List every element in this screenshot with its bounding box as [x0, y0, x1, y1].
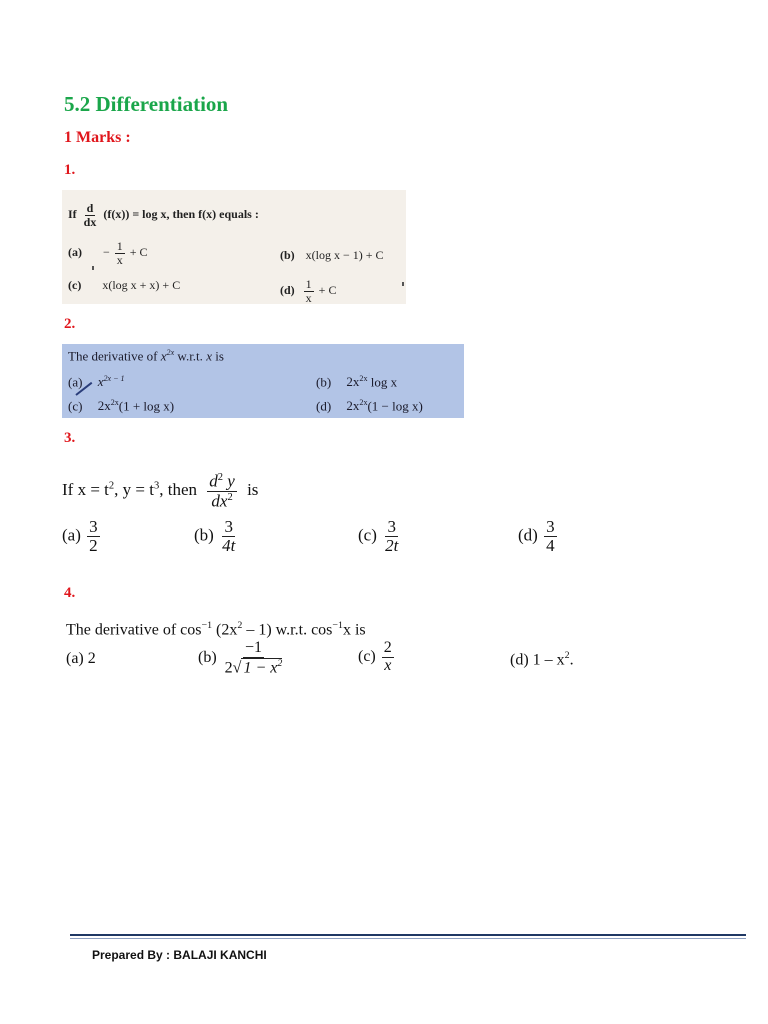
question-4-option-d: (d) $1 - x^2$. — [510, 650, 574, 669]
question-4-option-a: (a) 2 — [66, 650, 96, 667]
question-3-stem: If $x = t^2$, $y = t^3$, then $\frac{d^2 y}{dx^2}$ is — [62, 471, 259, 511]
question-3-number: 3. — [64, 430, 76, 446]
footer-rule-thin — [70, 938, 746, 939]
question-2-option-a: (a) $x^{2x - 1}$ — [68, 374, 125, 390]
scan-speck — [92, 266, 94, 270]
question-2-option-b: (b) $2x^{2x}$ log x — [316, 374, 398, 390]
question-2-number: 2. — [64, 316, 76, 332]
question-1-number: 1. — [64, 162, 76, 178]
question-3-option-d: (d) $\frac{3}{4}$ — [518, 517, 555, 555]
question-3-option-a: (a) $\frac{3}{2}$ — [62, 517, 98, 555]
question-2-scan — [62, 344, 464, 418]
question-3-option-b: (b) $\frac{3}{4t}$ — [194, 517, 236, 555]
question-2-option-c: (c) $2x^{2x}(1 + \log x)$ — [68, 398, 175, 414]
question-1-stem: If $\frac{d}{dx}$ (f(x)) = log x, then f(x) equals : — [68, 201, 259, 229]
question-1-option-a: (a) − $\frac{1}{x}$ + C — [68, 239, 148, 267]
question-4-number: 4. — [64, 585, 76, 601]
question-1-option-c: (c) x(log x + x) + C — [68, 278, 181, 292]
footer-rule — [70, 934, 746, 936]
question-2-stem: The derivative of $x^{2x}$ w.r.t. x is — [68, 348, 224, 364]
question-4-stem: The derivative of $\cos^{-1} (2x^2 - 1)$ w.r.t. $\cos^{-1}x$ is — [66, 620, 366, 639]
question-4-option-c: (c) $\frac{2}{x}$ — [358, 639, 392, 674]
question-1-scan — [62, 190, 406, 304]
question-1-option-b: (b) x(log x − 1) + C — [280, 248, 384, 262]
scan-speck — [402, 282, 404, 286]
question-1-option-d: (d) $\frac{1}{x}$ + C — [280, 277, 337, 305]
question-3-option-c: (c) $\frac{3}{2t}$ — [358, 517, 399, 555]
marks-label: 1 Marks : — [64, 129, 131, 146]
section-title: 5.2 Differentiation — [64, 92, 229, 116]
footer-credit: Prepared By : BALAJI KANCHI — [92, 948, 267, 962]
question-2-option-d: (d) $2x^{2x}(1 - \log x)$ — [316, 398, 423, 414]
question-4-option-b: (b) $\frac{-1}{2√ 1 - x^2}$ — [198, 639, 283, 677]
